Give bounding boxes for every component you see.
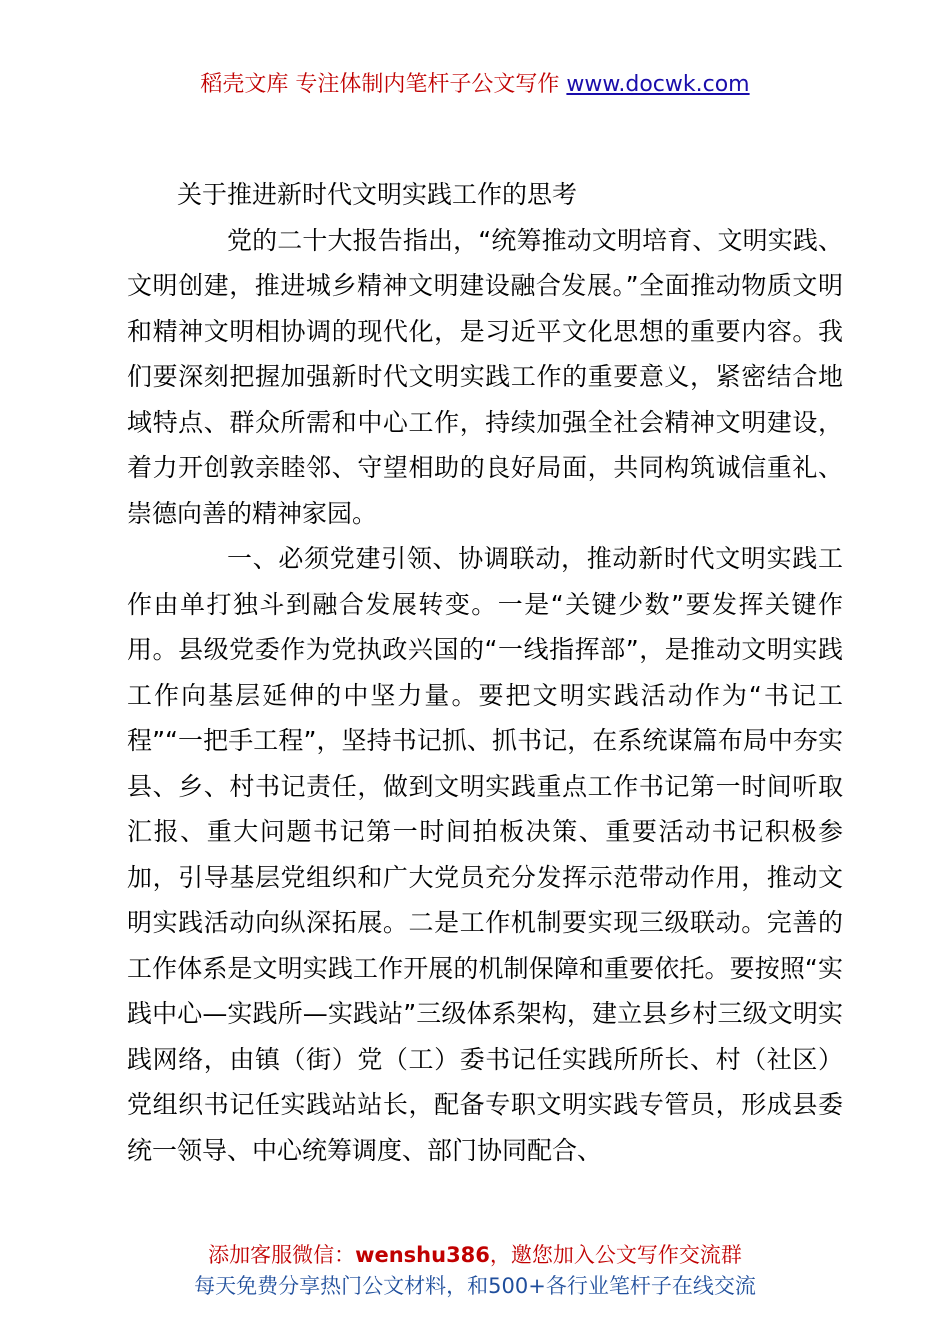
footer-share-line: 每天免费分享热门公文材料，和500+各行业笔杆子在线交流 xyxy=(194,1274,756,1298)
footer-wechat-line xyxy=(0,1240,950,1271)
footer-wechat-suffix: ，邀您加入公文写作交流群 xyxy=(489,1243,742,1267)
page-header xyxy=(0,70,950,100)
paragraph-section-one: 一、必须党建引领、协调联动，推动新时代文明实践工作由单打独斗到融合发展转变。一是“关键少数”要发挥关键作用。县级党委作为党执政兴国的“一线指挥部”，是推动文明实践工作向基层延伸的中坚力量。要把文明实践活动作为“书记工程”“一把手工程”，坚持书记抓、抓书记，在系统谋篇布局中夯实县、乡、村书记责任，做到文明实践重点工作书记第一时间听取汇报、重大问题书记第一时间拍板决策、重要活动书记积极参加，引导基层党组织和广大党员充分发挥示范带动作用，推动文明实践活动向纵深拓展。二是工作机制要实现三级联动。完善的工作体系是文明实践工作开展的机制保障和重要依托。要按照“实践中心—实践所—实践站”三级体系架构，建立县乡村三级文明实践网络，由镇（街）党（工）委书记任实践所所长、村（社区）党组织书记任实践站站长，配备专职文明实践专管员，形成县委统一领导、中心统筹调度、部门协同配合、 xyxy=(127,544,843,1165)
footer-wechat-prefix: 添加客服微信： xyxy=(208,1243,356,1267)
header-website-link[interactable]: www.docwk.com xyxy=(566,72,750,97)
paragraph-intro: 党的二十大报告指出，“统筹推动文明培育、文明实践、文明创建，推进城乡精神文明建设融合发展。”全面推动物质文明和精神文明相协调的现代化，是习近平文化思想的重要内容。我们要深刻把握加强新时代文明实践工作的重要意义，紧密结合地域特点、群众所需和中心工作，持续加强全社会精神文明建设，着力开创敦亲睦邻、守望相助的良好局面，共同构筑诚信重礼、崇德向善的精神家园。 xyxy=(127,225,843,528)
document-title: 关于推进新时代文明实践工作的思考 xyxy=(177,180,578,209)
page-footer xyxy=(0,1240,950,1302)
document-body xyxy=(127,172,843,1173)
footer-wechat-id: wenshu386 xyxy=(355,1243,490,1267)
header-brand-text: 稻壳文库 专注体制内笔杆子公文写作 xyxy=(200,72,567,97)
